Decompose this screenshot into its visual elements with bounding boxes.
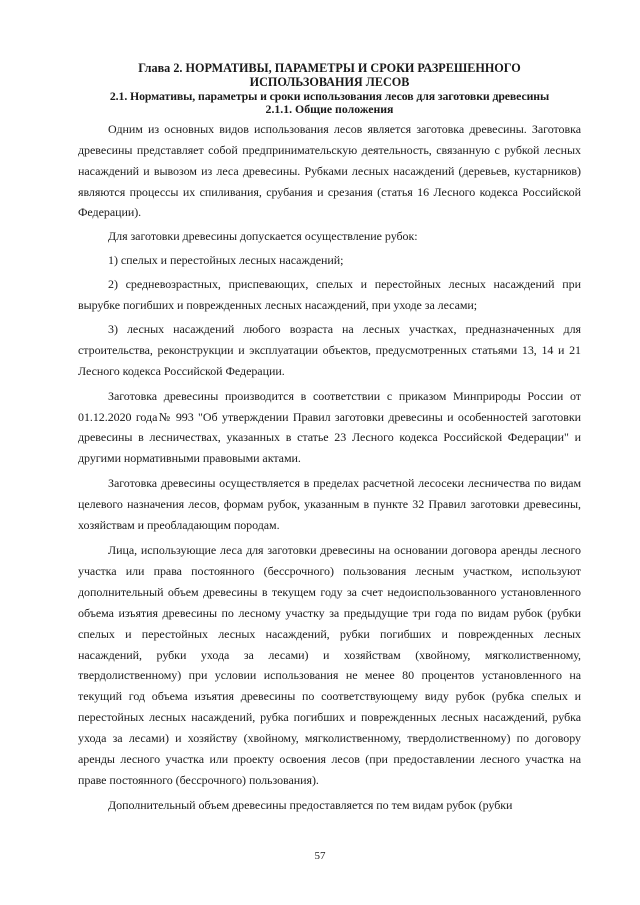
paragraph-allowed-cuttings: Для заготовки древесины допускается осуществление рубок: [108, 229, 418, 244]
list-item-1: 1) спелых и перестойных лесных насаждений; [108, 253, 344, 268]
page-content [78, 62, 581, 816]
paragraph-annual-cut: Заготовка древесины осуществляется в пределах расчетной лесосеки лесничества по видам целевого назначения лесов, формам рубок, указанным в пункте 32 Правил заготовки древесины, хозяйствам и преобладающим породам. [78, 476, 581, 533]
paragraph-intro: Одним из основных видов использования лесов является заготовка древесины. Заготовка древесины представляет собой предпринимательскую деятельность, связанную с рубкой лесных насаждений и вывозом из леса древесины. Рубками лесных насаждений (деревьев, кустарников) являются процессы их спиливания, срубания и срезания (статья 16 Лесного кодекса Российской Федерации). [78, 121, 581, 220]
list-item-2: 2) средневозрастных, приспевающих, спелых и перестойных лесных насаждений при вырубке погибших и поврежденных лесных насаждений, при уходе за лесами; [78, 277, 581, 313]
chapter-title-line1: Глава 2. НОРМАТИВЫ, ПАРАМЕТРЫ И СРОКИ РАЗРЕШЕННОГО [138, 61, 521, 75]
subsection-title: 2.1.1. Общие положения [265, 102, 394, 117]
paragraph-order-993: Заготовка древесины производится в соответствии с приказом Минприроды России от 01.12.2020 года№ 993 "Об утверждении Правил заготовки древесины и особенностей заготовки древесины в лесничествах, указанных в статье 23 Лесного кодекса Российской Федерации" и другими нормативными правовыми актами. [78, 388, 581, 466]
section-title: 2.1. Нормативы, параметры и сроки использования лесов для заготовки древесины [109, 89, 550, 104]
paragraph-additional-volume: Лица, использующие леса для заготовки древесины на основании договора аренды лесного участка или права постоянного (бессрочного) пользования лесным участком, используют дополнительный объем древесины в текущем году за счет недоиспользованного установленного объема изъятия древесины по лесному участку за предыдущие три года по видам рубок (рубки спелых и перестойных лесных насаждений, рубки погибших и поврежденных лесных насаждений, рубки ухода за лесами) и хозяйствам (хвойному, мягколиственному, твердолиственному) при условии использования не менее 80 процентов установленного на текущий год объема изъятия древесины по соответствующему виду рубок (рубка спелых и перестойных лесных насаждений, рубка погибших и поврежденных лесных насаждений, рубка ухода за лесами) и хозяйству (хвойному, мягколиственному, твердолиственному) по договору аренды лесного участка или проекту освоения лесов (при предоставлении лесного участка на праве постоянного (бессрочного) пользования). [78, 543, 581, 787]
chapter-title-line2: ИСПОЛЬЗОВАНИЯ ЛЕСОВ [249, 74, 410, 89]
page-number: 57 [314, 850, 326, 862]
paragraph-continuation: Дополнительный объем древесины предоставляется по тем видам рубок (рубки [108, 797, 513, 812]
list-item-3: 3) лесных насаждений любого возраста на лесных участках, предназначенных для строительства, реконструкции и эксплуатации объектов, предусмотренных статьями 13, 14 и 21 Лесного кодекса Российской Федерации. [78, 321, 581, 378]
